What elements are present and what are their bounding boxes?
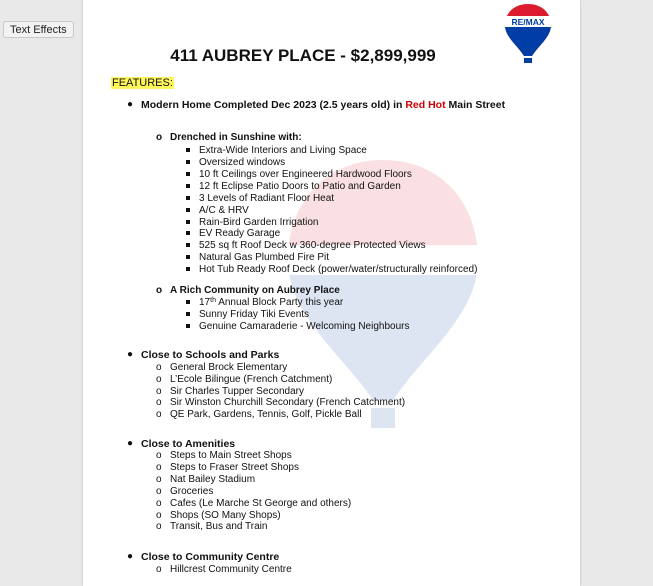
red-hot-text: Red Hot — [405, 99, 446, 111]
list-item: EV Ready Garage — [199, 228, 280, 239]
list-item: o Nat Bailey Stadium — [156, 474, 256, 485]
list-item: o Sir Charles Tupper Secondary — [156, 386, 304, 397]
circle-bullet-icon: o — [156, 132, 163, 143]
bullet-icon: ● — [127, 438, 134, 449]
list-item: 10 ft Ceilings over Engineered Hardwood Floors — [199, 169, 412, 180]
list-item: 525 sq ft Roof Deck w 360-degree Protected Views — [199, 240, 426, 251]
list-item: o Steps to Fraser Street Shops — [156, 462, 299, 473]
square-bullet-icon — [186, 196, 190, 200]
list-item: Genuine Camaraderie - Welcoming Neighbours — [199, 321, 409, 332]
square-bullet-icon — [186, 184, 190, 188]
list-item: o Sir Winston Churchill Secondary (French Catchment) — [156, 397, 406, 408]
list-item: Rain-Bird Garden Irrigation — [199, 217, 319, 228]
list-item: Hot Tub Ready Roof Deck (power/water/structurally reinforced) — [199, 264, 477, 275]
list-item: Natural Gas Plumbed Fire Pit — [199, 252, 329, 263]
square-bullet-icon — [186, 148, 190, 152]
circle-bullet-icon: o — [156, 397, 162, 408]
square-bullet-icon — [186, 231, 190, 235]
square-bullet-icon — [186, 160, 190, 164]
sunshine-heading: o Drenched in Sunshine with: — [156, 132, 302, 143]
square-bullet-icon — [186, 255, 190, 259]
square-bullet-icon — [186, 243, 190, 247]
circle-bullet-icon: o — [156, 462, 162, 473]
square-bullet-icon — [186, 300, 190, 304]
list-item: o General Brock Elementary — [156, 362, 288, 373]
square-bullet-icon — [186, 208, 190, 212]
circle-bullet-icon: o — [156, 474, 162, 485]
feature-modern-home: ● Modern Home Completed Dec 2023 (2.5 years old) in Red Hot Main Street — [127, 99, 506, 111]
list-item: Sunny Friday Tiki Events — [199, 309, 309, 320]
square-bullet-icon — [186, 324, 190, 328]
remax-logo-text: RE/MAX — [511, 17, 545, 27]
square-bullet-icon — [186, 172, 190, 176]
square-bullet-icon — [186, 267, 190, 271]
list-item: Oversized windows — [199, 157, 285, 168]
list-item: o L’Ecole Bilingue (French Catchment) — [156, 374, 333, 385]
bullet-icon: ● — [127, 99, 134, 110]
circle-bullet-icon: o — [156, 510, 162, 521]
circle-bullet-icon: o — [156, 409, 162, 420]
community-heading: o A Rich Community on Aubrey Place — [156, 285, 340, 296]
list-item: A/C & HRV — [199, 205, 249, 216]
list-item: o Hillcrest Community Centre — [156, 564, 292, 575]
list-item: o Groceries — [156, 486, 214, 497]
square-bullet-icon — [186, 312, 190, 316]
circle-bullet-icon: o — [156, 498, 162, 509]
page-title: 411 AUBREY PLACE - $2,899,999 — [170, 46, 436, 65]
features-label: FEATURES: — [112, 77, 173, 89]
circle-bullet-icon: o — [156, 285, 163, 296]
list-item: o Shops (SO Many Shops) — [156, 510, 281, 521]
circle-bullet-icon: o — [156, 362, 162, 373]
circle-bullet-icon: o — [156, 486, 162, 497]
circle-bullet-icon: o — [156, 564, 162, 575]
circle-bullet-icon: o — [156, 374, 162, 385]
list-item: o Transit, Bus and Train — [156, 521, 268, 532]
list-item: 3 Levels of Radiant Floor Heat — [199, 193, 334, 204]
list-item: o Steps to Main Street Shops — [156, 450, 292, 461]
text-effects-button[interactable]: Text Effects — [3, 21, 74, 38]
list-item: o Cafes (Le Marche St George and others) — [156, 498, 352, 509]
square-bullet-icon — [186, 220, 190, 224]
amenities-heading: ● Close to Amenities — [127, 438, 236, 450]
list-item: 17th Annual Block Party this year — [199, 297, 343, 308]
circle-bullet-icon: o — [156, 521, 162, 532]
bullet-icon: ● — [127, 551, 134, 562]
schools-heading: ● Close to Schools and Parks — [127, 349, 280, 361]
list-item: o QE Park, Gardens, Tennis, Golf, Pickle Ball — [156, 409, 362, 420]
circle-bullet-icon: o — [156, 450, 162, 461]
circle-bullet-icon: o — [156, 386, 162, 397]
community-centre-heading: ● Close to Community Centre — [127, 551, 280, 563]
list-item: Extra-Wide Interiors and Living Space — [199, 145, 367, 156]
list-item: 12 ft Eclipse Patio Doors to Patio and Garden — [199, 181, 401, 192]
bullet-icon: ● — [127, 349, 134, 360]
document-page[interactable] — [83, 0, 580, 586]
